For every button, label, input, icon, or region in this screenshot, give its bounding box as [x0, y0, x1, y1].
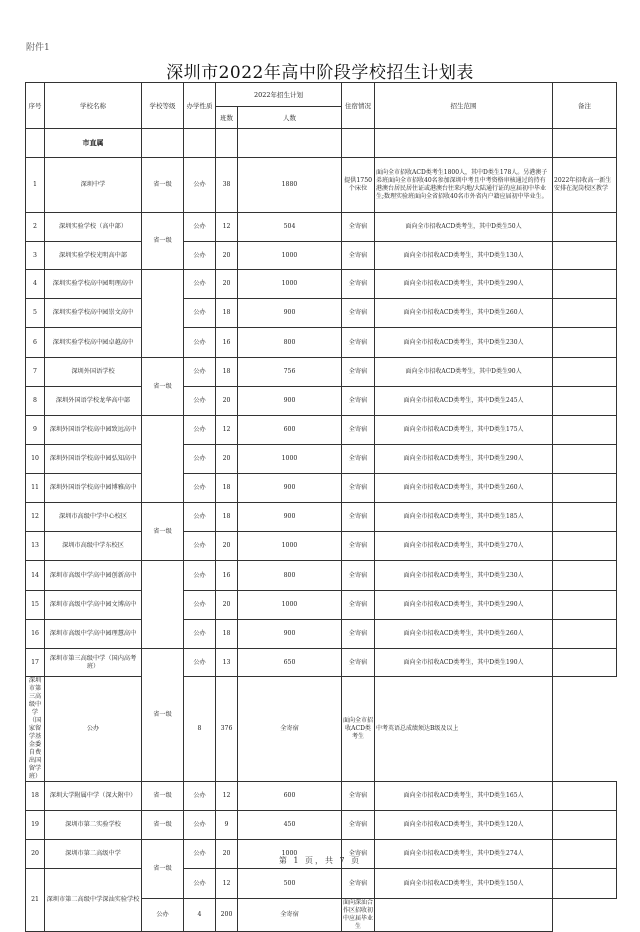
cell-note [553, 299, 617, 328]
cell-seq: 1 [26, 158, 45, 213]
cell-level: 省一级 [142, 782, 184, 811]
cell-boarding: 全寄宿 [342, 532, 375, 561]
cell-seq: 21 [26, 869, 45, 932]
cell-name: 深圳实验学校（高中部） [45, 213, 142, 242]
table-row [26, 358, 617, 387]
cell-note [553, 503, 617, 532]
cell-nature: 公办 [142, 899, 184, 932]
cell-level: 省一级 [142, 840, 184, 899]
cell-nature: 公办 [184, 503, 216, 532]
cell-students: 1000 [238, 532, 342, 561]
cell-note [553, 811, 617, 840]
cell-note [375, 899, 553, 932]
cell-nature: 公办 [184, 213, 216, 242]
cell-note [553, 782, 617, 811]
cell-seq: 13 [26, 532, 45, 561]
cell-classes: 16 [216, 561, 238, 591]
cell-seq: 3 [26, 242, 45, 270]
cell-nature: 公办 [184, 242, 216, 270]
cell-level: 省一级 [142, 503, 184, 561]
cell-scope: 面向全市招收ACD类考生，其中D类生290人 [375, 270, 553, 299]
cell-nature: 公办 [184, 649, 216, 677]
cell-scope: 面向全市招收ACD类考生，其中D类生185人 [375, 503, 553, 532]
cell-students: 1000 [238, 445, 342, 474]
cell-name: 深圳大学附属中学（深大附中） [45, 782, 142, 811]
cell-nature: 公办 [184, 158, 216, 213]
header-level: 学校等级 [142, 83, 184, 129]
cell-nature: 公办 [184, 591, 216, 620]
cell-classes: 18 [216, 358, 238, 387]
cell-boarding: 全寄宿 [342, 869, 375, 899]
cell-scope: 面向全市招收ACD类考生，其中D类生260人 [375, 299, 553, 328]
cell-boarding: 全寄宿 [342, 474, 375, 503]
cell-name: 深圳市高级中学中心校区 [45, 503, 142, 532]
cell-classes: 20 [216, 840, 238, 869]
cell-seq: 19 [26, 811, 45, 840]
cell-name: 深圳市第二高级中学深汕实验学校 [45, 869, 142, 932]
attachment-label: 附件1 [26, 43, 50, 53]
cell-name: 深圳外国语学校 [45, 358, 142, 387]
cell-nature: 公办 [184, 445, 216, 474]
cell-classes: 8 [184, 677, 216, 782]
cell-students: 200 [216, 899, 238, 932]
header-seq: 序号 [26, 83, 45, 129]
cell-classes: 16 [216, 328, 238, 358]
cell-scope: 面向全市招收ACD类考生，其中D类生274人 [375, 840, 553, 869]
header-scope: 招生范围 [375, 83, 553, 129]
cell-note [553, 620, 617, 649]
cell-note [553, 387, 617, 416]
cell-classes: 20 [216, 270, 238, 299]
cell-boarding: 全寄宿 [342, 503, 375, 532]
cell-seq: 6 [26, 328, 45, 358]
cell-boarding: 全寄宿 [238, 899, 342, 932]
cell-nature: 公办 [184, 358, 216, 387]
cell-students: 900 [238, 474, 342, 503]
cell-students: 600 [238, 782, 342, 811]
cell-name: 深圳中学 [45, 158, 142, 213]
cell-classes: 18 [216, 299, 238, 328]
table-row [26, 561, 617, 591]
cell-nature: 公办 [184, 620, 216, 649]
cell-students: 650 [238, 649, 342, 677]
cell-boarding: 全寄宿 [342, 782, 375, 811]
cell-students: 1000 [238, 242, 342, 270]
table-row [26, 328, 617, 358]
cell-note [553, 416, 617, 445]
cell-students: 376 [216, 677, 238, 782]
table-row [26, 299, 617, 328]
cell-seq: 4 [26, 270, 45, 299]
cell-seq: 10 [26, 445, 45, 474]
cell-scope: 面向全市招收ACD类考生，其中D类生175人 [375, 416, 553, 445]
cell-classes: 18 [216, 620, 238, 649]
table-row [26, 620, 617, 649]
cell-name: 深圳市第三高级中学（国内高考班） [45, 649, 142, 677]
cell-students: 1000 [238, 840, 342, 869]
cell-seq: 18 [26, 782, 45, 811]
cell-note [553, 445, 617, 474]
cell-students: 600 [238, 416, 342, 445]
table-row [26, 213, 617, 242]
cell-name: 深圳实验学校高中园明理高中 [45, 270, 142, 299]
table-row [26, 869, 617, 899]
cell-nature: 公办 [184, 532, 216, 561]
cell-seq: 16 [26, 620, 45, 649]
cell-scope: 面向全市招收ACD类考生，其中D类生190人 [375, 649, 553, 677]
cell-nature: 公办 [184, 387, 216, 416]
cell-level [142, 561, 184, 649]
cell-classes: 18 [216, 474, 238, 503]
cell-scope: 面向全市招收ACD类考生，其中D类生165人 [375, 782, 553, 811]
header-nature: 办学性质 [184, 83, 216, 129]
cell-scope: 面向全市招收ACD类考生，其中D类生270人 [375, 532, 553, 561]
cell-note [553, 358, 617, 387]
table-row [26, 782, 617, 811]
cell-boarding: 全寄宿 [342, 649, 375, 677]
cell-classes: 20 [216, 591, 238, 620]
cell-classes: 20 [216, 445, 238, 474]
table-row [26, 158, 617, 213]
cell-nature: 公办 [184, 561, 216, 591]
cell-classes: 12 [216, 869, 238, 899]
cell-classes: 18 [216, 503, 238, 532]
cell-name: 深圳市高级中学高中园理慧高中 [45, 620, 142, 649]
cell-seq: 17 [26, 649, 45, 677]
cell-note [553, 869, 617, 899]
table-row [26, 591, 617, 620]
cell-classes: 20 [216, 532, 238, 561]
cell-students: 1000 [238, 591, 342, 620]
cell-students: 756 [238, 358, 342, 387]
cell-scope: 面向全市招收ACD类考生，其中D类生260人 [375, 474, 553, 503]
cell-note [553, 532, 617, 561]
cell-seq: 20 [26, 840, 45, 869]
table-row [26, 387, 617, 416]
cell-students: 500 [238, 869, 342, 899]
cell-note [553, 649, 617, 677]
cell-nature: 公办 [184, 416, 216, 445]
cell-boarding: 全寄宿 [342, 561, 375, 591]
cell-classes: 12 [216, 213, 238, 242]
cell-seq: 14 [26, 561, 45, 591]
cell-note [553, 591, 617, 620]
cell-note [553, 270, 617, 299]
cell-level: 省一级 [142, 649, 184, 782]
cell-students: 800 [238, 328, 342, 358]
cell-name: 深圳实验学校光明高中部 [45, 242, 142, 270]
cell-name: 深圳外国语学校高中园博雅高中 [45, 474, 142, 503]
cell-boarding: 全寄宿 [342, 840, 375, 869]
cell-boarding: 全寄宿 [342, 387, 375, 416]
table-row [26, 416, 617, 445]
cell-nature: 公办 [184, 782, 216, 811]
cell-note: 2022年招收高一新生安排在泥岗校区教学 [553, 158, 617, 213]
cell-students: 1880 [238, 158, 342, 213]
cell-note [553, 474, 617, 503]
cell-scope: 面向全市招收ACD类考生，其中D类生290人 [375, 445, 553, 474]
cell-students: 800 [238, 561, 342, 591]
cell-scope: 面向全市招收ACD类考生1800人，其中D类生178人。另港澳子弟班面向全市招收40名参加深圳中考且中考资格审核通过的持有港澳台居民居住证或港澳台往来内地/大陆通行证的应届初中毕业生;数理实验班面向全省招收40名市外省内户籍应届初中毕业生。 [375, 158, 553, 213]
cell-scope: 面向全市招收ACD类考生 [342, 677, 375, 782]
cell-classes: 13 [216, 649, 238, 677]
cell-nature: 公办 [184, 474, 216, 503]
cell-note [553, 561, 617, 591]
table-row [26, 270, 617, 299]
cell-boarding: 全寄宿 [342, 328, 375, 358]
page-footer: 第 1 页，共 7 页 [278, 856, 362, 865]
cell-scope: 面向全市招收ACD类考生，其中D类生245人 [375, 387, 553, 416]
header-name: 学校名称 [45, 83, 142, 129]
cell-name: 深圳外国语学校高中园弘知高中 [45, 445, 142, 474]
cell-scope: 面向全市招收ACD类考生，其中D类生230人 [375, 561, 553, 591]
header-note: 备注 [553, 83, 617, 129]
cell-seq: 7 [26, 358, 45, 387]
header-classes: 班数 [216, 107, 238, 129]
cell-classes: 12 [216, 416, 238, 445]
table-row [26, 474, 617, 503]
document-title: 深圳市2022年高中阶段学校招生计划表 [166, 63, 474, 83]
cell-students: 900 [238, 503, 342, 532]
cell-classes: 20 [216, 387, 238, 416]
cell-boarding: 全寄宿 [342, 242, 375, 270]
cell-seq: 5 [26, 299, 45, 328]
cell-boarding: 全寄宿 [342, 213, 375, 242]
cell-students: 900 [238, 299, 342, 328]
cell-seq: 2 [26, 213, 45, 242]
cell-boarding: 全寄宿 [342, 620, 375, 649]
cell-scope: 面向全市招收ACD类考生，其中D类生130人 [375, 242, 553, 270]
cell-boarding: 全寄宿 [342, 270, 375, 299]
table-row [26, 532, 617, 561]
cell-scope: 面向全市招收ACD类考生，其中D类生90人 [375, 358, 553, 387]
cell-seq: 15 [26, 591, 45, 620]
cell-note: 中考英语总成绩须达B级及以上 [375, 677, 553, 782]
cell-classes: 9 [216, 811, 238, 840]
cell-nature: 公办 [184, 299, 216, 328]
cell-level: 省一级 [142, 213, 184, 270]
cell-boarding: 全寄宿 [342, 811, 375, 840]
cell-name: 深圳实验学校高中园卓越高中 [45, 328, 142, 358]
cell-boarding: 全寄宿 [342, 358, 375, 387]
cell-boarding: 提供1750个床位 [342, 158, 375, 213]
cell-level: 省一级 [142, 358, 184, 416]
cell-seq: 12 [26, 503, 45, 532]
cell-students: 900 [238, 620, 342, 649]
cell-nature: 公办 [184, 869, 216, 899]
cell-note [553, 242, 617, 270]
cell-classes: 38 [216, 158, 238, 213]
cell-name: 深圳市高级中学东校区 [45, 532, 142, 561]
cell-note [553, 213, 617, 242]
table-row [26, 811, 617, 840]
cell-nature: 公办 [184, 840, 216, 869]
cell-name: 深圳外国语学校龙华高中部 [45, 387, 142, 416]
table-row [26, 242, 617, 270]
cell-name: 深圳市第三高级中学（国家留学基金委自费出国留学班） [26, 677, 45, 782]
cell-name: 深圳市第二高级中学 [45, 840, 142, 869]
cell-level [142, 270, 184, 358]
header-students: 人数 [238, 107, 342, 129]
cell-scope: 面向全市招收ACD类考生，其中D类生260人 [375, 620, 553, 649]
cell-classes: 20 [216, 242, 238, 270]
cell-seq: 11 [26, 474, 45, 503]
table-row [26, 445, 617, 474]
cell-boarding: 全寄宿 [342, 416, 375, 445]
enrollment-plan-table [25, 82, 617, 932]
header-plan: 2022年招生计划 [216, 83, 342, 107]
header-boarding: 住宿情况 [342, 83, 375, 129]
cell-students: 450 [238, 811, 342, 840]
cell-scope: 面向全市招收ACD类考生，其中D类生230人 [375, 328, 553, 358]
cell-students: 504 [238, 213, 342, 242]
cell-note [553, 328, 617, 358]
cell-students: 1000 [238, 270, 342, 299]
cell-name: 深圳市高级中学高中园文博高中 [45, 591, 142, 620]
cell-seq: 8 [26, 387, 45, 416]
cell-boarding: 全寄宿 [238, 677, 342, 782]
cell-boarding: 全寄宿 [342, 299, 375, 328]
cell-level: 省一级 [142, 158, 184, 213]
cell-name: 深圳市高级中学高中园创新高中 [45, 561, 142, 591]
cell-nature: 公办 [184, 328, 216, 358]
cell-classes: 12 [216, 782, 238, 811]
cell-level [142, 416, 184, 503]
cell-name: 深圳市第二实验学校 [45, 811, 142, 840]
cell-scope: 面向全市招收ACD类考生，其中D类生50人 [375, 213, 553, 242]
table-row [26, 649, 617, 677]
cell-nature: 公办 [184, 811, 216, 840]
cell-scope: 面向全市招收ACD类考生，其中D类生150人 [375, 869, 553, 899]
cell-nature: 公办 [45, 677, 142, 782]
cell-students: 900 [238, 387, 342, 416]
cell-nature: 公办 [184, 270, 216, 299]
table-row [26, 677, 617, 782]
cell-name: 深圳外国语学校高中园致远高中 [45, 416, 142, 445]
cell-scope: 面向深汕合作区招收初中应届毕业生 [343, 899, 374, 930]
section-label: 市直属 [45, 129, 142, 158]
cell-scope: 面向全市招收ACD类考生，其中D类生120人 [375, 811, 553, 840]
cell-scope: 面向全市招收ACD类考生，其中D类生290人 [375, 591, 553, 620]
cell-classes: 4 [184, 899, 216, 932]
cell-level: 省一级 [142, 811, 184, 840]
cell-boarding: 全寄宿 [342, 591, 375, 620]
cell-name: 深圳实验学校高中园崇文高中 [45, 299, 142, 328]
cell-boarding: 全寄宿 [342, 445, 375, 474]
cell-seq: 9 [26, 416, 45, 445]
table-row [26, 503, 617, 532]
